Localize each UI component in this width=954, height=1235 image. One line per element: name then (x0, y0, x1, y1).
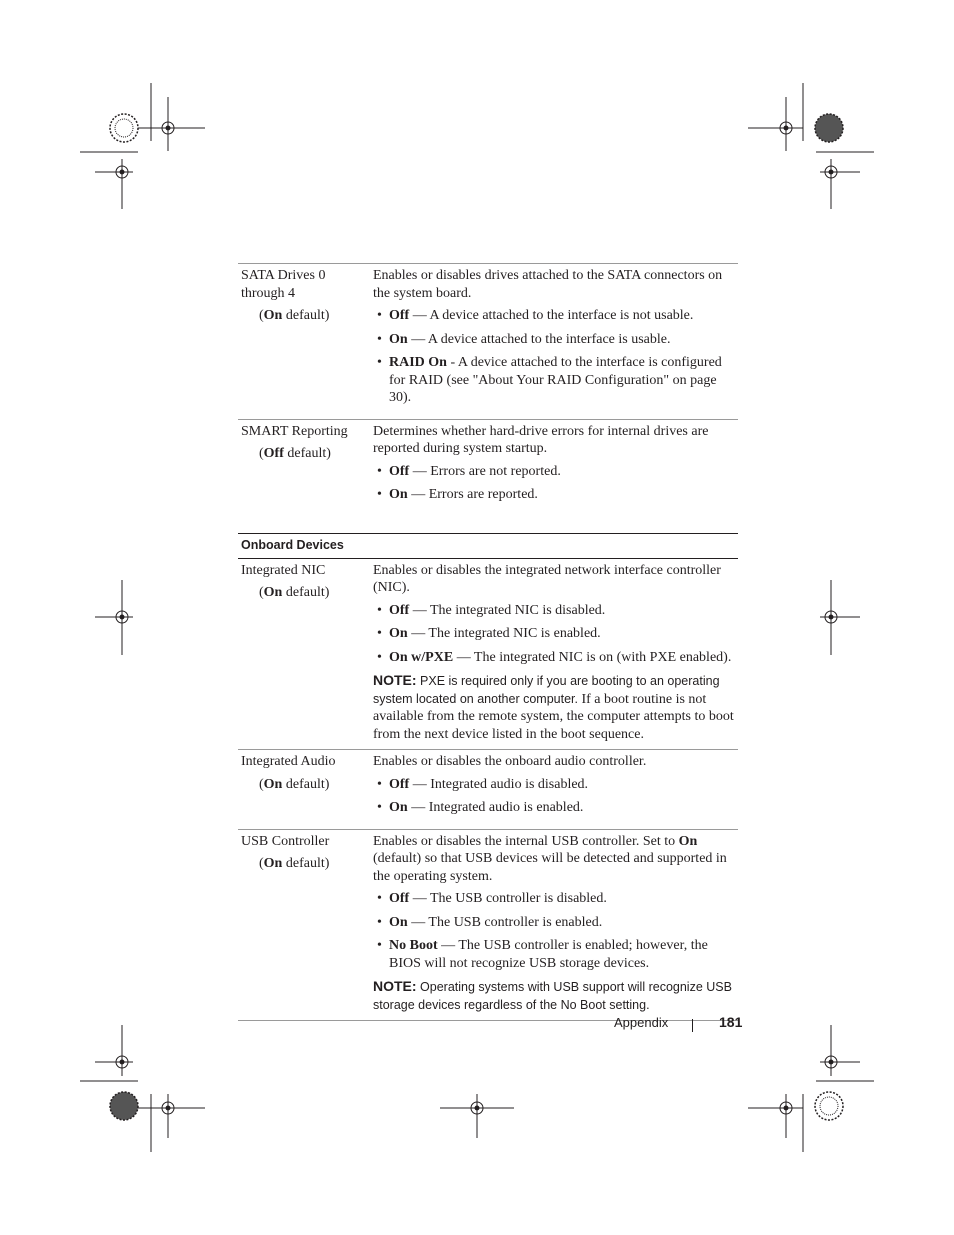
option-description: Determines whether hard-drive errors for internal drives are reported during system startup. (373, 423, 709, 456)
list-item: • On — A device attached to the interface is usable. (373, 331, 738, 349)
list-item: • On — Integrated audio is enabled. (373, 799, 738, 817)
table-row-integrated-nic (238, 559, 738, 750)
table-row-sata-drives (238, 263, 738, 419)
default-value: (On default) (259, 856, 330, 871)
section-heading: Onboard Devices (238, 533, 738, 559)
option-name: Integrated Audio (241, 754, 336, 769)
option-name: USB Controller (241, 833, 330, 849)
table-row-smart-reporting (238, 419, 738, 516)
option-values-list (373, 463, 738, 504)
default-value: (On default) (259, 776, 330, 792)
table-row-usb-controller (238, 829, 738, 1022)
option-description-cell (370, 830, 738, 1021)
option-description-cell (370, 750, 738, 829)
footer-section-name: Appendix (614, 1015, 669, 1030)
default-value: (On default) (259, 585, 330, 600)
list-item: • On — Errors are reported. (373, 486, 738, 504)
option-name-cell (238, 559, 370, 750)
option-description-cell (370, 264, 738, 419)
option-description: Enables or disables drives attached to the SATA connectors on the system board. (373, 268, 723, 301)
list-item: • RAID On - A device attached to the interface is configured for RAID (see "About Your RAID Configuration" on page 30). (373, 354, 738, 407)
note-label: NOTE: (373, 672, 417, 688)
list-item: • Off — Integrated audio is disabled. (373, 776, 738, 794)
option-name: SATA Drives 0 through 4 (241, 268, 326, 301)
list-item: • On w/PXE — The integrated NIC is on (with PXE enabled). (373, 649, 738, 667)
page-number: 181 (719, 1014, 743, 1030)
bios-settings-table (238, 263, 738, 1021)
option-name-cell (238, 420, 370, 516)
list-item: • Off — A device attached to the interface is not usable. (373, 307, 738, 325)
option-name: SMART Reporting (241, 423, 348, 439)
option-values-list (373, 602, 738, 667)
option-name-cell (238, 830, 370, 1021)
option-name: Integrated NIC (241, 562, 326, 578)
list-item: • No Boot — The USB controller is enabled; however, the BIOS will not recognize USB storage devices. (373, 937, 738, 972)
note: NOTE: PXE is required only if you are booting to an operating system located on another computer. If a boot routine is not available from the remote system, the computer attempts to boot from the next device listed in the boot sequence. (373, 672, 734, 742)
option-values-list (373, 776, 738, 817)
list-item: • Off — The integrated NIC is disabled. (373, 602, 738, 620)
footer-divider (692, 1019, 693, 1032)
default-value: (On default) (259, 308, 330, 323)
option-description-cell (370, 559, 738, 750)
option-values-list (373, 890, 738, 972)
option-description: Enables or disables the integrated network interface controller (NIC). (373, 562, 721, 595)
option-name-cell (238, 264, 370, 419)
option-values-list (373, 307, 738, 407)
list-item: • Off — Errors are not reported. (373, 463, 738, 481)
option-description-cell (370, 420, 738, 516)
note-label: NOTE: (373, 978, 417, 994)
default-value: (Off default) (259, 446, 331, 461)
option-description: Enables or disables the internal USB controller. Set to On (default) so that USB devices will be detected and supported in the operating system. (373, 833, 727, 884)
option-name-cell (238, 750, 370, 829)
list-item: • On — The integrated NIC is enabled. (373, 625, 738, 643)
note: NOTE: Operating systems with USB support will recognize USB storage devices regardless of the No Boot setting. (373, 978, 732, 1012)
list-item: • On — The USB controller is enabled. (373, 914, 738, 932)
table-row-integrated-audio (238, 749, 738, 829)
option-description: Enables or disables the onboard audio controller. (373, 754, 647, 769)
list-item: • Off — The USB controller is disabled. (373, 890, 738, 908)
